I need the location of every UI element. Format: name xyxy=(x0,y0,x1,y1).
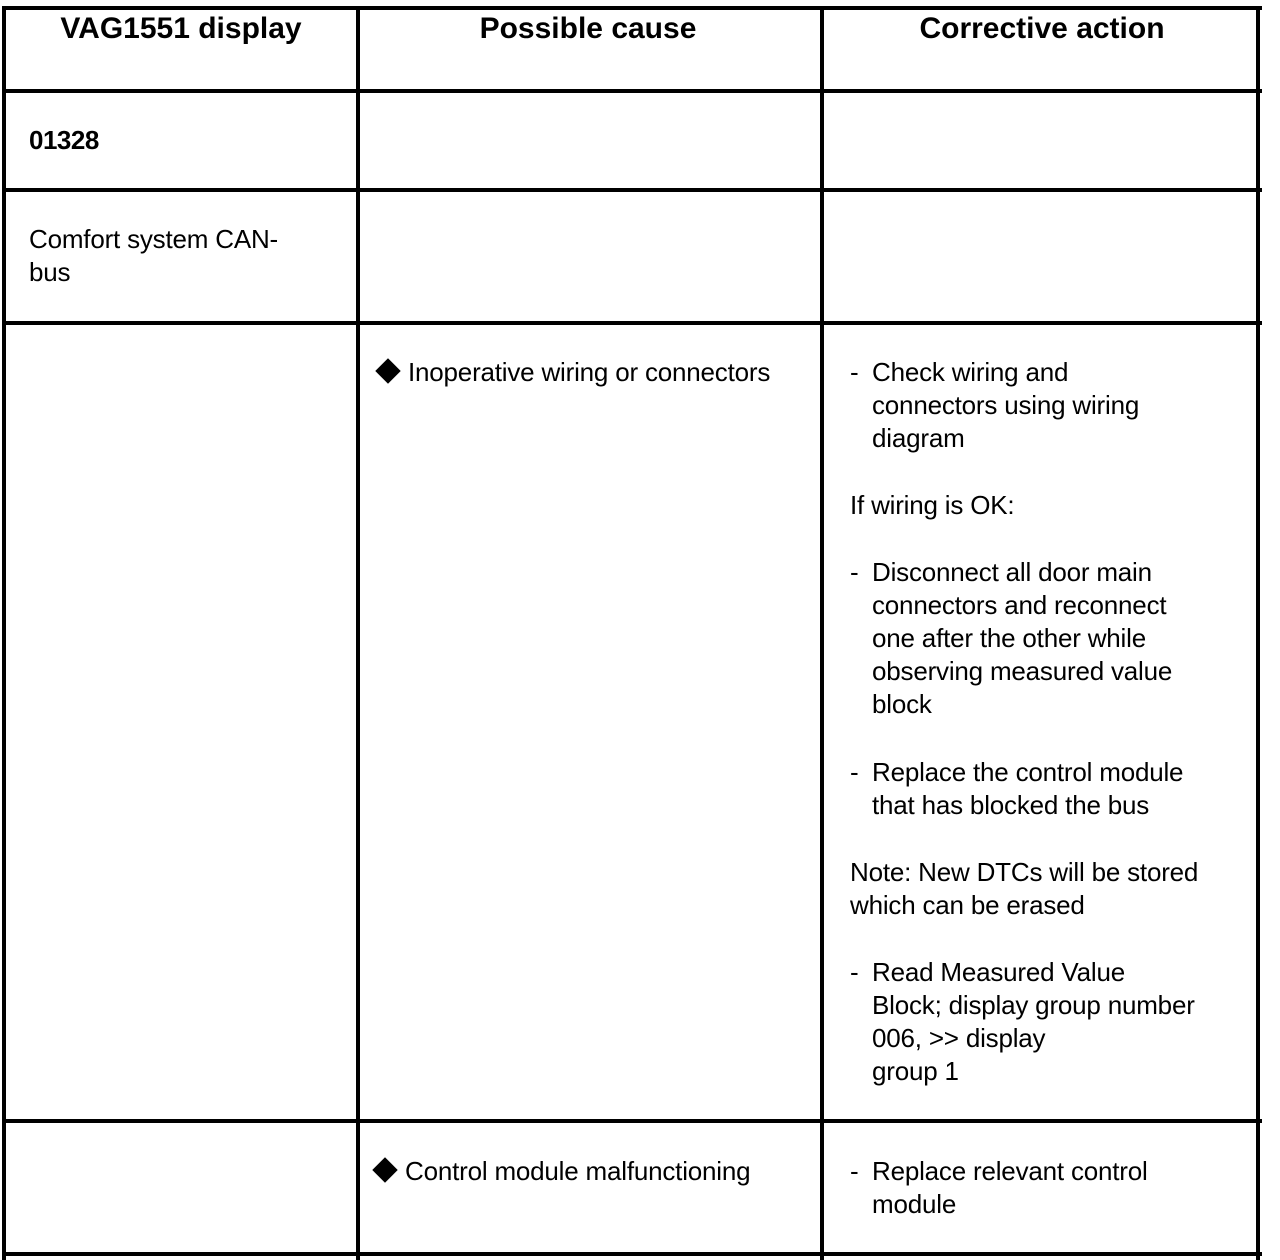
possible-cause-1: Inoperative wiring or connectors xyxy=(379,356,770,389)
action-replace-relevant-module: - Replace relevant control module xyxy=(850,1156,1148,1219)
corrective-actions-1 xyxy=(850,356,1250,1116)
diamond-bullet-icon xyxy=(372,1157,397,1182)
action-disconnect-connectors: - Disconnect all door main connectors and reconnect one after the other while observing measured value block xyxy=(850,557,1173,719)
note-new-dtcs: Note: New DTCs will be stored which can be erased xyxy=(850,857,1199,920)
row-divider xyxy=(2,321,1262,325)
row-divider xyxy=(2,89,1262,93)
diamond-bullet-icon xyxy=(375,358,400,383)
note-wiring-ok: If wiring is OK: xyxy=(850,490,1015,520)
header-possible-cause: Possible cause xyxy=(479,12,697,45)
action-read-measured-value: - Read Measured Value Block; display group number 006, >> display group 1 xyxy=(850,957,1195,1086)
corrective-actions-2 xyxy=(850,1155,1250,1250)
action-replace-control-module: - Replace the control module that has blocked the bus xyxy=(850,757,1184,820)
column-divider xyxy=(356,6,360,1260)
fault-code: 01328 xyxy=(29,125,99,155)
action-check-wiring: - Check wiring and connectors using wiring diagram xyxy=(850,357,1140,453)
header-corrective-action: Corrective action xyxy=(919,12,1165,45)
row-divider xyxy=(2,188,1262,192)
table-border-top xyxy=(2,6,1262,10)
row-divider xyxy=(2,1252,1262,1256)
possible-cause-2: Control module malfunctioning xyxy=(376,1155,750,1188)
component-name: Comfort system CAN- bus xyxy=(29,224,279,287)
column-divider xyxy=(820,6,824,1260)
header-vag1551-display: VAG1551 display xyxy=(60,12,302,45)
table-border-left xyxy=(2,6,6,1260)
table-border-right xyxy=(1256,6,1260,1260)
row-divider xyxy=(2,1119,1262,1123)
